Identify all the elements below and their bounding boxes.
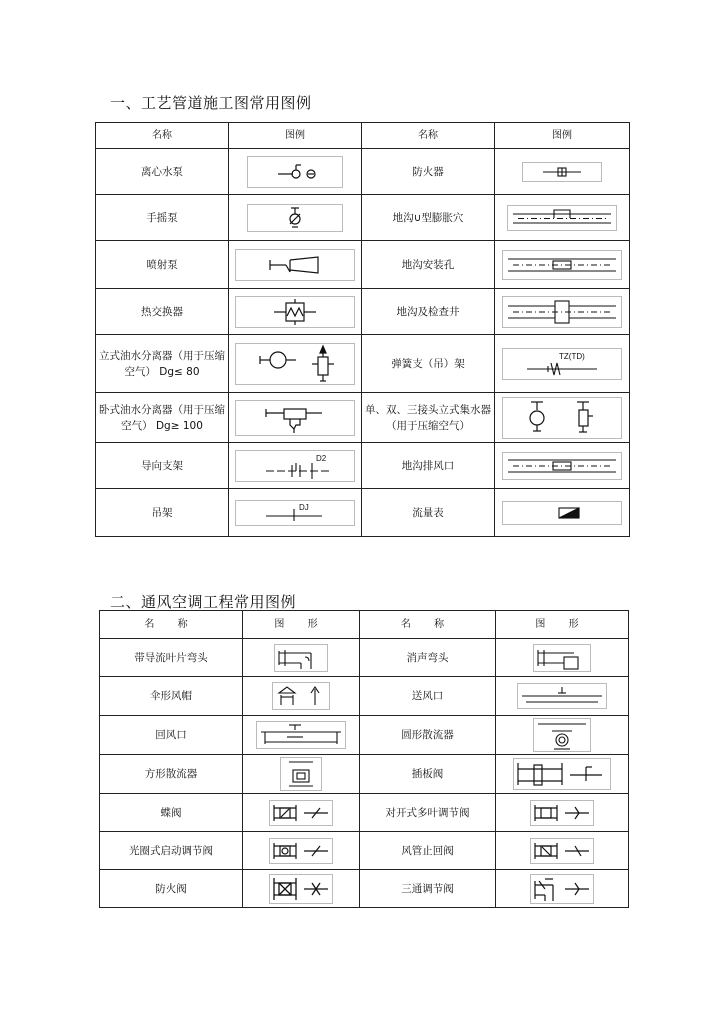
jet-pump-icon (235, 249, 355, 281)
item-name: 热交换器 (96, 289, 229, 335)
item-name: 对开式多叶调节阀 (360, 794, 496, 832)
item-name: 喷射泵 (96, 241, 229, 289)
header-shape: 图 形 (496, 611, 629, 639)
table-row (96, 393, 630, 443)
table-header-row (100, 611, 629, 639)
table-row (96, 195, 630, 241)
hanger-icon (235, 500, 355, 526)
table-row (100, 794, 629, 832)
butterfly-valve-icon (269, 800, 333, 826)
square-diffuser-icon (280, 757, 322, 791)
header-name: 名 称 (100, 611, 243, 639)
item-name: 回风口 (100, 716, 243, 755)
trench-u-expansion-icon (507, 205, 617, 231)
spring-support-label: TZ(TD) (559, 351, 585, 361)
table-row (96, 335, 630, 393)
header-legend: 图例 (495, 123, 630, 149)
umbrella-cowl-icon (272, 682, 330, 710)
item-name: 送风口 (360, 677, 496, 716)
item-name: 防火器 (362, 149, 495, 195)
header-name: 名称 (362, 123, 495, 149)
table-row (96, 489, 630, 537)
item-name: 单、双、三接头立式集水器（用于压缩空气） (362, 393, 495, 443)
item-name: 地沟排风口 (362, 443, 495, 489)
trench-access-hole-icon (502, 250, 622, 280)
section1-title: 一、工艺管道施工图常用图例 (110, 94, 312, 112)
trench-exhaust-vent-icon (502, 452, 622, 480)
guide-support-icon (235, 450, 355, 482)
item-name: 卧式油水分离器（用于压缩空气） Dg≥ 100 (96, 393, 229, 443)
supply-air-outlet-icon (517, 683, 607, 709)
section2-title: 二、通风空调工程常用图例 (110, 593, 297, 611)
item-name: 光圈式启动调节阀 (100, 832, 243, 870)
table-row (96, 443, 630, 489)
heat-exchanger-icon (235, 296, 355, 328)
flow-meter-icon (502, 501, 622, 525)
hand-pump-icon (247, 204, 343, 232)
section1-legend-table (95, 122, 630, 537)
opposed-blade-damper-icon (530, 800, 594, 826)
item-name: 流量表 (362, 489, 495, 537)
item-name: 立式油水分离器（用于压缩空气） Dg≤ 80 (96, 335, 229, 393)
header-shape: 图 形 (243, 611, 360, 639)
table-row (100, 755, 629, 794)
item-name: 地沟安装孔 (362, 241, 495, 289)
fire-damper-icon (269, 874, 333, 904)
iris-damper-icon (269, 838, 333, 864)
table-row (100, 870, 629, 908)
vertical-oil-water-separator-icon (235, 343, 355, 385)
slide-gate-valve-icon (513, 758, 611, 790)
guide-support-label: D2 (316, 453, 327, 463)
vaned-elbow-icon (274, 644, 328, 672)
item-name: 带导流叶片弯头 (100, 639, 243, 677)
item-name: 吊架 (96, 489, 229, 537)
table-row (100, 716, 629, 755)
vertical-water-collector-icon (502, 397, 622, 439)
table-row (96, 289, 630, 335)
item-name: 插板阀 (360, 755, 496, 794)
header-name: 名称 (96, 123, 229, 149)
item-name: 消声弯头 (360, 639, 496, 677)
table-row (96, 241, 630, 289)
table-row (100, 832, 629, 870)
table-row (96, 149, 630, 195)
item-name: 弹簧支（吊）架 (362, 335, 495, 393)
item-name: 方形散流器 (100, 755, 243, 794)
item-name: 三通调节阀 (360, 870, 496, 908)
table-row (100, 639, 629, 677)
duct-check-valve-icon (530, 838, 594, 864)
header-name: 名 称 (360, 611, 496, 639)
item-name: 风管止回阀 (360, 832, 496, 870)
centrifugal-pump-icon (247, 156, 343, 188)
item-name: 蝶阀 (100, 794, 243, 832)
round-diffuser-icon (533, 718, 591, 752)
section2-legend-table (99, 610, 629, 908)
spring-support-icon (502, 348, 622, 380)
silencer-elbow-icon (533, 644, 591, 672)
flame-arrester-icon (522, 162, 602, 182)
item-name: 离心水泵 (96, 149, 229, 195)
table-row (100, 677, 629, 716)
item-name: 圆形散流器 (360, 716, 496, 755)
item-name: 地沟及检查井 (362, 289, 495, 335)
item-name: 伞形风帽 (100, 677, 243, 716)
trench-inspection-well-icon (502, 296, 622, 328)
item-name: 防火阀 (100, 870, 243, 908)
table-header-row (96, 123, 630, 149)
item-name: 地沟∪型膨胀穴 (362, 195, 495, 241)
three-way-damper-icon (530, 874, 594, 904)
item-name: 手摇泵 (96, 195, 229, 241)
item-name: 导向支架 (96, 443, 229, 489)
header-legend: 图例 (229, 123, 362, 149)
hanger-label: DJ (299, 502, 309, 512)
return-air-inlet-icon (256, 721, 346, 749)
horizontal-oil-water-separator-icon (235, 400, 355, 436)
